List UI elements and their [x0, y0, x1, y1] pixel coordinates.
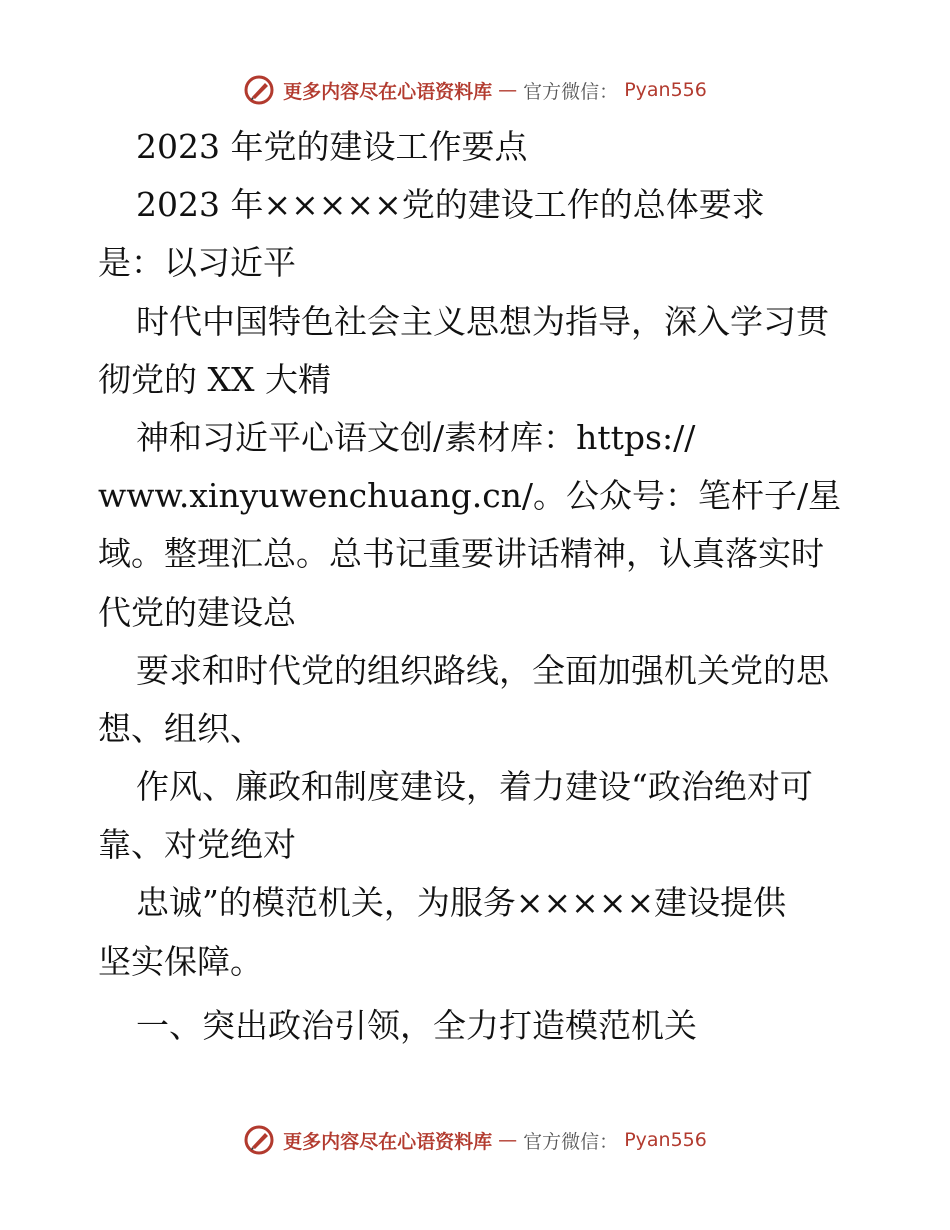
document-title: 2023 年党的建设工作要点 — [136, 127, 528, 166]
text-line: 神和习近平心语文创/素材库：https:// — [136, 417, 696, 457]
text-line: 作风、廉政和制度建设，着力建设“政治绝对可 — [136, 767, 813, 807]
watermark-banner-top — [0, 70, 950, 110]
text-line: 要求和时代党的组织路线，全面加强机关党的思 — [136, 650, 829, 690]
text-line: 是：以习近平 — [98, 243, 296, 283]
pen-logo-icon — [243, 1124, 275, 1156]
banner-label: 官方微信： — [523, 1130, 619, 1153]
text-line: 域。整理汇总。总书记重要讲话精神，认真落实时 — [98, 534, 824, 574]
banner-separator: — — [498, 1129, 518, 1151]
watermark-banner-bottom — [0, 1120, 950, 1160]
section-heading: 一、突出政治引领，全力打造模范机关 — [136, 1005, 697, 1045]
text-line: 时代中国特色社会主义思想为指导，深入学习贯 — [136, 301, 829, 341]
banner-main-text: 更多内容尽在心语资料库 — [283, 1130, 493, 1153]
text-line: 想、组织、 — [98, 708, 263, 748]
text-line: 2023 年×××××党的建设工作的总体要求 — [136, 185, 765, 225]
banner-account: Pyan556 — [624, 1129, 707, 1151]
text-line: 靠、对党绝对 — [98, 825, 296, 865]
text-line: 坚实保障。 — [98, 941, 263, 981]
banner-main-text: 更多内容尽在心语资料库 — [283, 80, 493, 103]
banner-separator: — — [498, 79, 518, 101]
document-body — [0, 118, 950, 1055]
text-line: 忠诚”的模范机关，为服务×××××建设提供 — [136, 883, 787, 923]
banner-label: 官方微信： — [523, 80, 619, 103]
text-line: www.xinyuwenchuang.cn/。公众号：笔杆子/星 — [98, 476, 842, 516]
text-line: 代党的建设总 — [98, 592, 296, 632]
text-line: 彻党的 XX 大精 — [98, 359, 331, 399]
banner-account: Pyan556 — [624, 79, 707, 101]
pen-logo-icon — [243, 74, 275, 106]
